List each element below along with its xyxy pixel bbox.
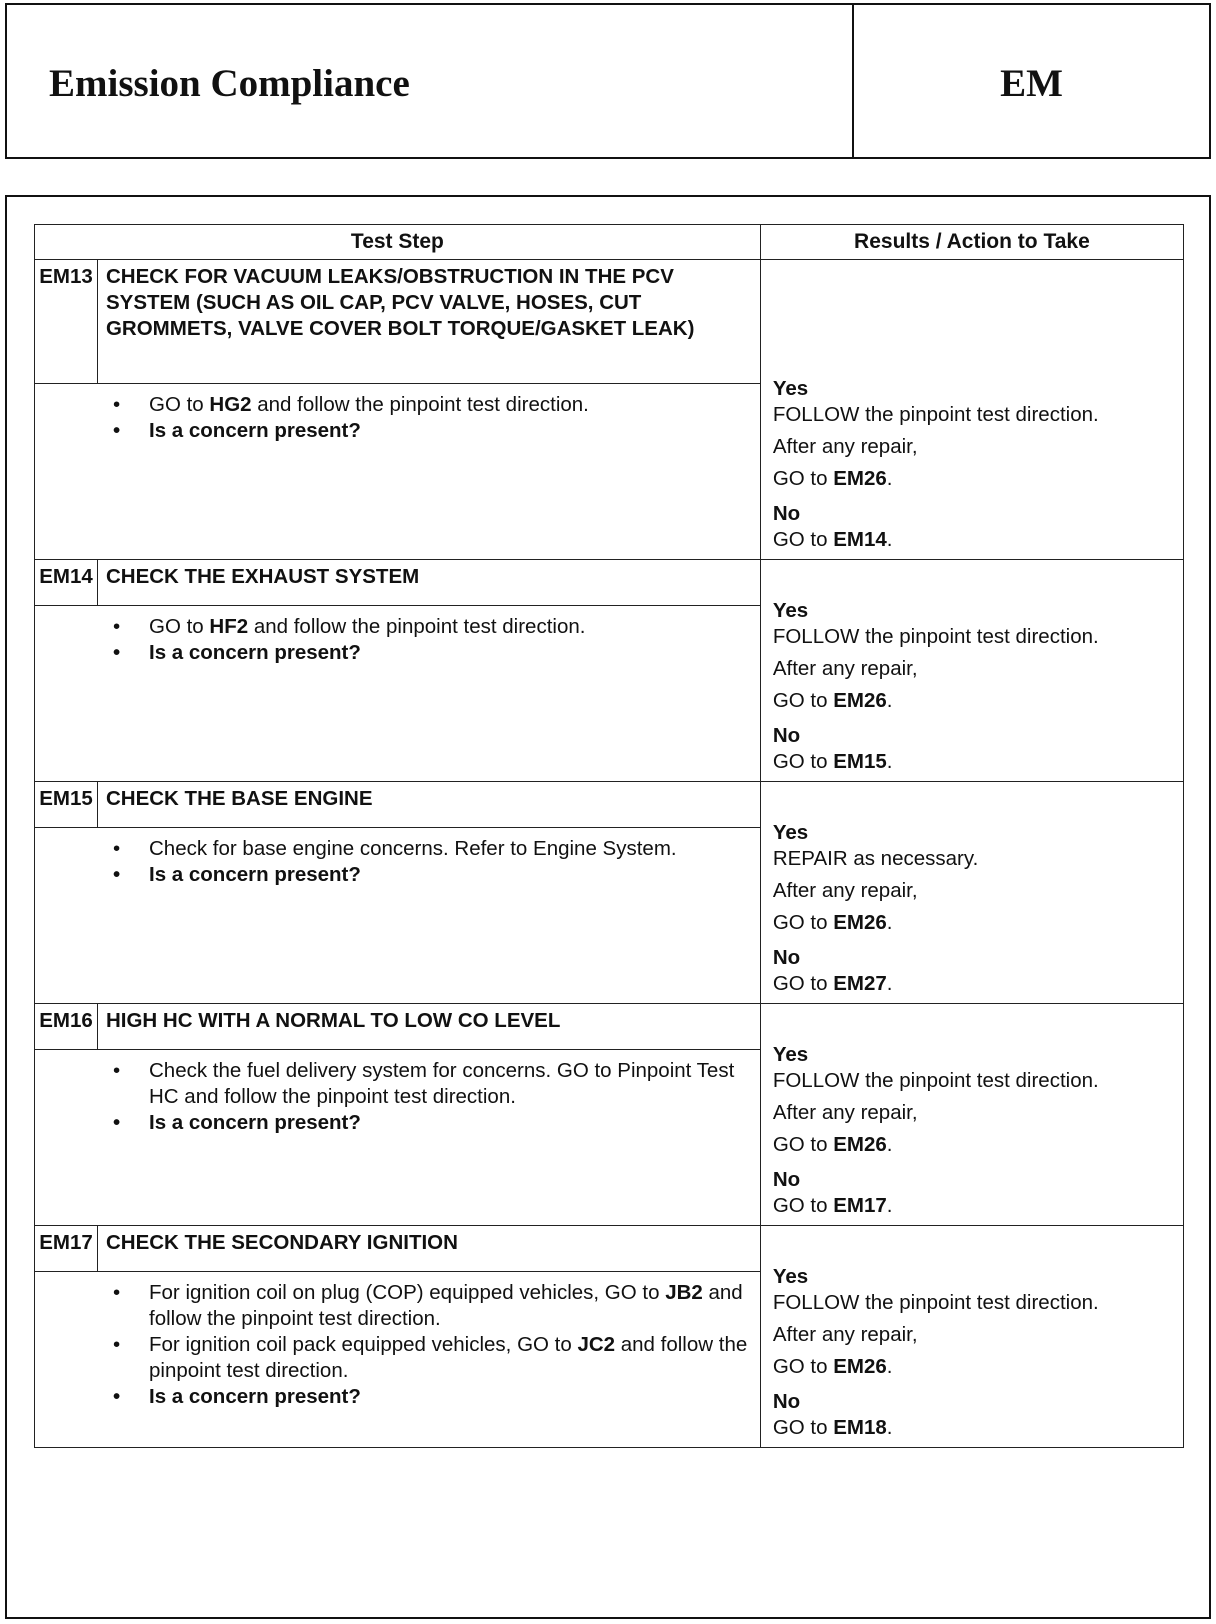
- no-goto: GO to EM27.: [772, 972, 893, 995]
- yes-goto: GO to EM26.: [772, 689, 893, 712]
- step-body: [35, 384, 761, 560]
- goto-ref-link[interactable]: EM26: [833, 1355, 887, 1378]
- goto-ref-link[interactable]: EM26: [833, 689, 887, 712]
- goto-ref-link[interactable]: EM14: [833, 528, 887, 551]
- step-body: [35, 828, 761, 1004]
- yes-goto: GO to EM26.: [772, 911, 893, 934]
- bullet-question: • Is a concern present?: [113, 640, 754, 666]
- bullet-question: • Is a concern present?: [113, 862, 754, 888]
- step-results: [760, 1226, 1183, 1448]
- step-id: EM17: [35, 1226, 98, 1272]
- step-title: HIGH HC WITH A NORMAL TO LOW CO LEVEL: [97, 1004, 760, 1050]
- step-id: EM15: [35, 782, 98, 828]
- bullet-item: • GO to HG2 and follow the pinpoint test direction.: [113, 392, 754, 418]
- bullet-item: • GO to HF2 and follow the pinpoint test direction.: [113, 614, 754, 640]
- step-title: CHECK THE SECONDARY IGNITION: [97, 1226, 760, 1272]
- step-title: CHECK THE EXHAUST SYSTEM: [97, 560, 760, 606]
- table-header-row: [35, 225, 1184, 260]
- yes-goto: GO to EM26.: [772, 467, 893, 490]
- yes-goto: GO to EM26.: [772, 1355, 893, 1378]
- step-id: EM13: [35, 260, 98, 384]
- step-title-row: [35, 782, 1184, 828]
- bullet-item: • Check for base engine concerns. Refer to Engine System.: [113, 836, 754, 862]
- after-repair-text: After any repair,: [772, 1101, 918, 1124]
- no-label: No: [772, 724, 801, 747]
- no-goto: GO to EM18.: [772, 1416, 893, 1439]
- bullet-question: • Is a concern present?: [113, 1384, 754, 1410]
- column-header-test-step: Test Step: [35, 225, 761, 260]
- step-body: [35, 1050, 761, 1226]
- pinpoint-ref-link[interactable]: JC2: [577, 1333, 616, 1356]
- after-repair-text: After any repair,: [772, 435, 918, 458]
- goto-ref-link[interactable]: EM15: [833, 750, 887, 773]
- bullet-question: • Is a concern present?: [113, 1110, 754, 1136]
- yes-action: FOLLOW the pinpoint test direction.: [772, 1069, 1099, 1092]
- step-results: [760, 560, 1183, 782]
- step-results: [760, 782, 1183, 1004]
- yes-label: Yes: [772, 599, 809, 622]
- pinpoint-ref-link[interactable]: HG2: [209, 393, 252, 416]
- goto-ref-link[interactable]: EM18: [833, 1416, 887, 1439]
- section-code: EM: [1000, 62, 1063, 105]
- step-bullets: [113, 836, 754, 888]
- page-header: [5, 3, 1211, 159]
- step-title-row: [35, 260, 1184, 384]
- goto-ref-link[interactable]: EM17: [833, 1194, 887, 1217]
- pinpoint-ref-link[interactable]: JB2: [665, 1281, 703, 1304]
- no-label: No: [772, 502, 801, 525]
- step-title-row: [35, 1004, 1184, 1050]
- step-bullets: [113, 1280, 754, 1410]
- after-repair-text: After any repair,: [772, 1323, 918, 1346]
- no-goto: GO to EM17.: [772, 1194, 893, 1217]
- yes-goto: GO to EM26.: [772, 1133, 893, 1156]
- yes-action: FOLLOW the pinpoint test direction.: [772, 403, 1099, 426]
- goto-ref-link[interactable]: EM26: [833, 911, 887, 934]
- goto-ref-link[interactable]: EM26: [833, 1133, 887, 1156]
- step-bullets: [113, 614, 754, 666]
- yes-label: Yes: [772, 1265, 809, 1288]
- bullet-item: • For ignition coil on plug (COP) equipped vehicles, GO to JB2 and follow the pinpoint test direction.: [113, 1280, 754, 1332]
- step-results: [760, 1004, 1183, 1226]
- step-title: CHECK THE BASE ENGINE: [97, 782, 760, 828]
- step-title: CHECK FOR VACUUM LEAKS/OBSTRUCTION IN THE PCV SYSTEM (SUCH AS OIL CAP, PCV VALVE, HOSES, CUT GROMMETS, VALVE COVER BOLT TORQUE/GASKET LEAK): [97, 260, 760, 384]
- yes-label: Yes: [772, 377, 809, 400]
- step-id: EM14: [35, 560, 98, 606]
- test-step-table: [34, 224, 1184, 1448]
- no-goto: GO to EM14.: [772, 528, 893, 551]
- step-id: EM16: [35, 1004, 98, 1050]
- goto-ref-link[interactable]: EM26: [833, 467, 887, 490]
- step-bullets: [113, 1058, 754, 1136]
- bullet-question: • Is a concern present?: [113, 418, 754, 444]
- goto-ref-link[interactable]: EM27: [833, 972, 887, 995]
- step-results: [760, 260, 1183, 560]
- step-title-row: [35, 1226, 1184, 1272]
- step-bullets: [113, 392, 754, 444]
- step-title-row: [35, 560, 1184, 606]
- after-repair-text: After any repair,: [772, 657, 918, 680]
- yes-label: Yes: [772, 821, 809, 844]
- no-goto: GO to EM15.: [772, 750, 893, 773]
- bullet-item: • Check the fuel delivery system for concerns. GO to Pinpoint Test HC and follow the pinpoint test direction.: [113, 1058, 754, 1110]
- bullet-item: • For ignition coil pack equipped vehicles, GO to JC2 and follow the pinpoint test direction.: [113, 1332, 754, 1384]
- yes-label: Yes: [772, 1043, 809, 1066]
- no-label: No: [772, 1168, 801, 1191]
- yes-action: REPAIR as necessary.: [772, 847, 979, 870]
- after-repair-text: After any repair,: [772, 879, 918, 902]
- step-body: [35, 606, 761, 782]
- yes-action: FOLLOW the pinpoint test direction.: [772, 625, 1099, 648]
- yes-action: FOLLOW the pinpoint test direction.: [772, 1291, 1099, 1314]
- no-label: No: [772, 946, 801, 969]
- column-header-results: Results / Action to Take: [760, 225, 1183, 260]
- step-body: [35, 1272, 761, 1448]
- pinpoint-ref-link[interactable]: HF2: [209, 615, 249, 638]
- page-title: Emission Compliance: [49, 62, 410, 105]
- no-label: No: [772, 1390, 801, 1413]
